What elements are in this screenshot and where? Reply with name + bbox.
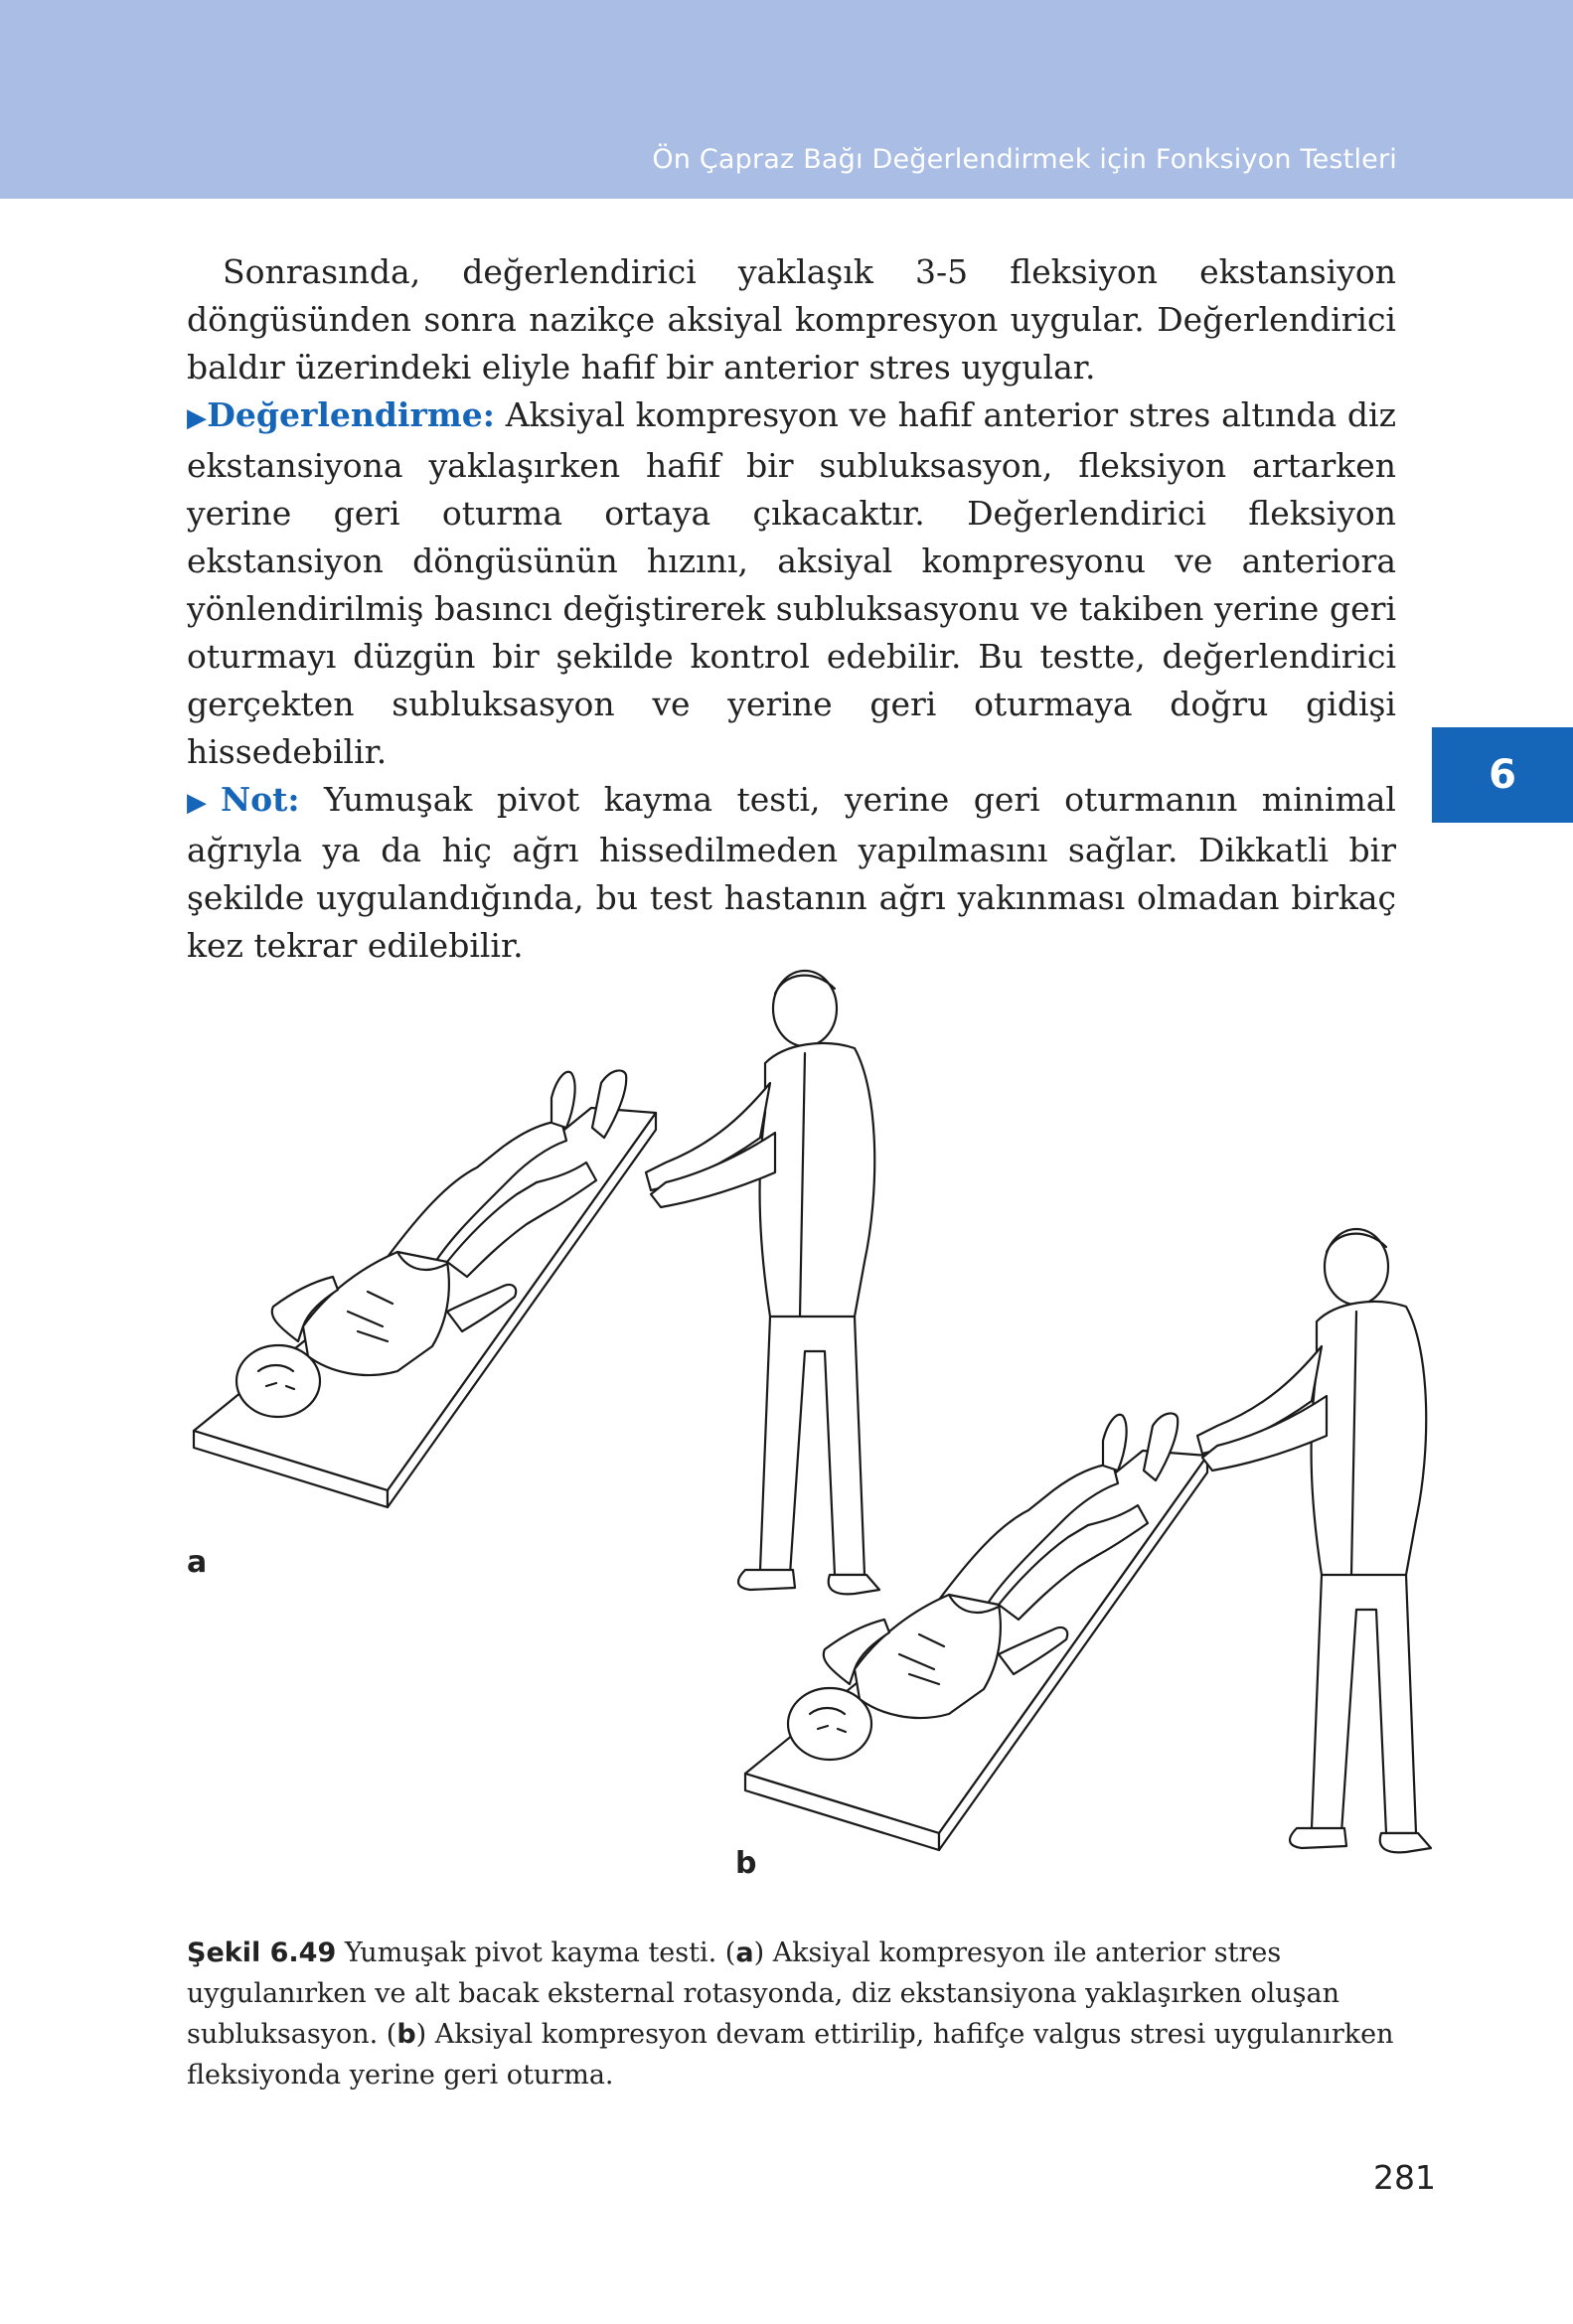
caption-intro: Yumuşak pivot kayma testi. [336,1937,725,1968]
examiner-a [646,971,879,1594]
caption-text-a: Aksiyal kompresyon ile anterior stres uygulanırken ve alt bacak eksternal rotasyonda, diz ekstansiyona yaklaşırken oluşan subluksasyon. [187,1937,1339,2050]
figure-caption [187,1933,1396,2095]
figure-6-49 [149,934,1441,1898]
figure-label-b: b [735,1846,757,1881]
caption-b-close: ) [415,2019,427,2050]
caption-a-open: ( [724,1937,736,1968]
caption-text-b: Aksiyal kompresyon devam ettirilip, hafifçe valgus stresi uygulanırken fleksiyonda yerine geri oturma. [187,2019,1394,2091]
paragraph-evaluation [187,391,1396,776]
page-number: 281 [1373,2158,1436,2197]
caption-b-open: ( [386,2019,397,2050]
evaluation-label: Değerlendirme: [207,395,495,434]
paragraph-intro: Sonrasında, değerlendirici yaklaşık 3-5 fleksiyon ekstansiyon döngüsünden sonra nazikçe aksiyal kompresyon uygular. Değerlendirici baldır üzerindeki eliyle hafif bir anterior stres uygular. [187,252,1396,387]
running-header-title: Ön Çapraz Bağı Değerlendirmek için Fonksiyon Testleri [652,144,1397,175]
header-band [0,0,1573,199]
caption-sub-b: b [396,2019,416,2050]
illustration-a [194,971,879,1594]
note-label: Not: [220,780,300,819]
triangle-bullet-icon: ▶ [187,403,208,433]
evaluation-text: Aksiyal kompresyon ve hafif anterior stres altında diz ekstansiyona yaklaşırken hafif bir subluksasyon, fleksiyon artarken yerine geri oturma ortaya çıkacaktır. Değerlendirici fleksiyon ekstansiyon döngüsünün hızını, aksiyal kompresyonu ve anteriora yönlendirilmiş basıncı değiştirerek subluksasyonu ve takiben yerine geri oturmayı düzgün bir şekilde kontrol edebilir. Bu testte, değerlendirici gerçekten subluksasyon ve yerine geri oturmaya doğru gidişi hissedebilir. [187,395,1396,771]
body-text [187,248,1396,970]
examiner-b [1197,1229,1431,1852]
figure-illustration [149,934,1441,1898]
caption-a-close: ) [753,1937,765,1968]
figure-label-a: a [187,1545,208,1580]
caption-label: Şekil 6.49 [187,1937,337,1968]
triangle-bullet-icon: ▶ [187,788,221,818]
note-text: Yumuşak pivot kayma testi, yerine geri oturmanın minimal ağrıyla ya da hiç ağrı hissedilmeden yapılmasını sağlar. Dikkatli bir şekilde uygulandığında, bu test hastanın ağrı yakınması olmadan birkaç kez tekrar edilebilir. [187,780,1396,965]
chapter-tab: 6 [1432,727,1573,823]
caption-sub-a: a [735,1937,754,1968]
